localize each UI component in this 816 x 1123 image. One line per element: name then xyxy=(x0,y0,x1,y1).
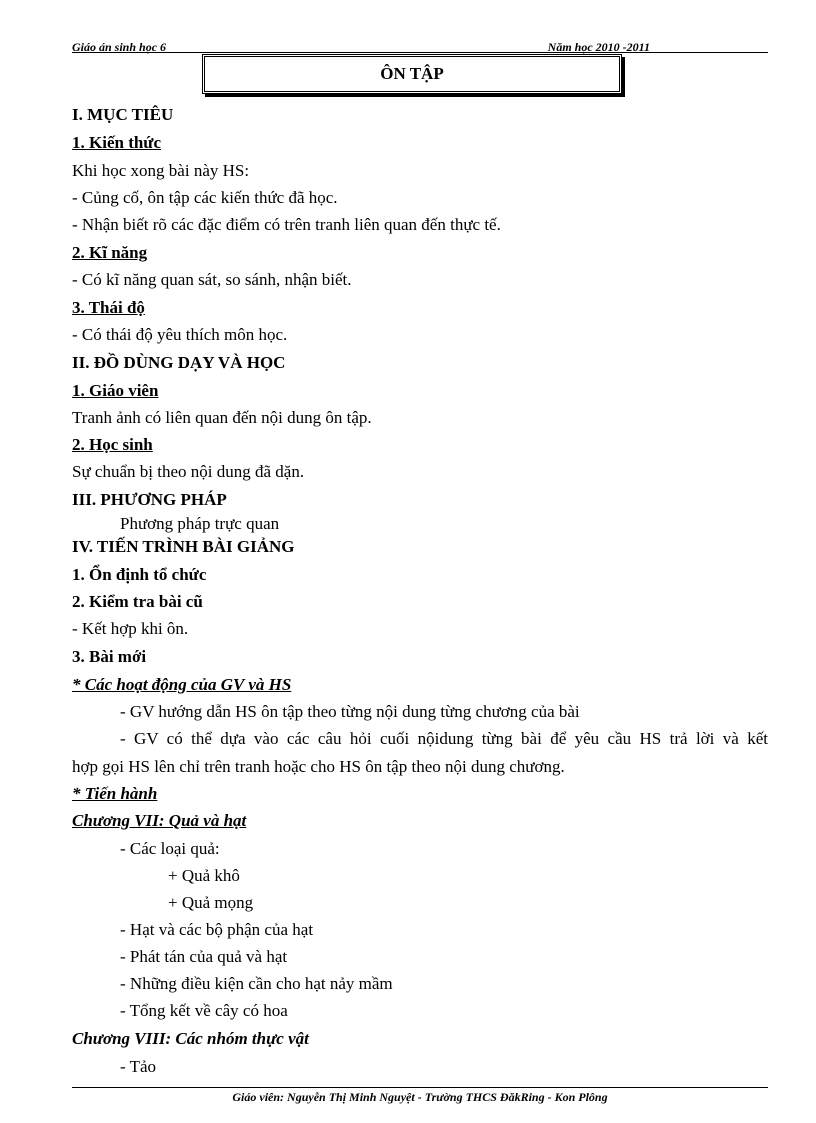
body-line: - Có thái độ yêu thích môn học. xyxy=(72,325,288,344)
title-box xyxy=(202,54,622,94)
section-heading-method: III. PHƯƠNG PHÁP xyxy=(72,490,227,509)
list-item: - Tảo xyxy=(120,1057,157,1076)
body-line: Khi học xong bài này HS: xyxy=(72,161,250,180)
body-line: - Kết hợp khi ôn. xyxy=(72,619,189,638)
subheading-students: 2. Học sinh xyxy=(72,435,153,454)
step-heading: 2. Kiểm tra bài cũ xyxy=(72,592,203,611)
step-heading: 3. Bài mới xyxy=(72,647,147,666)
body-line xyxy=(120,728,768,750)
body-line: Sự chuẩn bị theo nội dung đã dặn. xyxy=(72,462,305,481)
subheading-attitude: 3. Thái độ xyxy=(72,298,145,317)
justified-text: - GV có thể dựa vào các câu hỏi cuối nộidung từng bài để yêu cầu HS trả lời và kết xyxy=(120,729,768,748)
subheading-knowledge: 1. Kiến thức xyxy=(72,133,162,152)
section-heading-process: IV. TIẾN TRÌNH BÀI GIẢNG xyxy=(72,537,295,556)
page-title: ÔN TẬP xyxy=(380,64,444,83)
chapter-heading: Chương VIII: Các nhóm thực vật xyxy=(72,1029,309,1048)
header-subject: Giáo án sinh học 6 xyxy=(72,40,167,54)
subheading-skills: 2. Kĩ năng xyxy=(72,243,148,262)
subheading-teacher: 1. Giáo viên xyxy=(72,381,159,400)
body-line: Tranh ảnh có liên quan đến nội dung ôn tập. xyxy=(72,408,372,427)
activities-heading: * Các hoạt động của GV và HS xyxy=(72,675,292,694)
body-line: Phương pháp trực quan xyxy=(120,514,280,533)
body-line: - Nhận biết rõ các đặc điểm có trên tranh liên quan đến thực tế. xyxy=(72,215,501,234)
list-item: - Hạt và các bộ phận của hạt xyxy=(120,920,314,939)
list-subitem: + Quả mọng xyxy=(168,893,254,912)
procedure-heading: * Tiến hành xyxy=(72,784,158,803)
step-heading: 1. Ổn định tổ chức xyxy=(72,565,207,584)
section-heading-objectives: I. MỤC TIÊU xyxy=(72,105,174,124)
body-line: - Củng cố, ôn tập các kiến thức đã học. xyxy=(72,188,338,207)
list-item: - Phát tán của quả và hạt xyxy=(120,947,288,966)
list-item: - Các loại quả: xyxy=(120,839,220,858)
list-item: - Tổng kết về cây có hoa xyxy=(120,1001,288,1020)
body-line: hợp gọi HS lên chỉ trên tranh hoặc cho HS ôn tập theo nội dung chương. xyxy=(72,757,565,776)
page-footer: Giáo viên: Nguyễn Thị Minh Nguyệt - Trường THCS ĐăkRing - Kon Plông xyxy=(232,1090,608,1104)
body-line: - Có kĩ năng quan sát, so sánh, nhận biết. xyxy=(72,270,352,289)
header-school-year: Năm học 2010 -2011 xyxy=(547,40,650,54)
footer-divider xyxy=(72,1087,768,1088)
list-item: - Những điều kiện cần cho hạt nảy mầm xyxy=(120,974,393,993)
header-divider xyxy=(72,52,768,53)
page-header xyxy=(72,38,768,52)
section-heading-materials: II. ĐỒ DÙNG DẠY VÀ HỌC xyxy=(72,353,286,372)
chapter-heading: Chương VII: Quả và hạt xyxy=(72,811,247,830)
list-subitem: + Quả khô xyxy=(168,866,240,885)
body-line: - GV hướng dẫn HS ôn tập theo từng nội dung từng chương của bài xyxy=(120,702,580,721)
